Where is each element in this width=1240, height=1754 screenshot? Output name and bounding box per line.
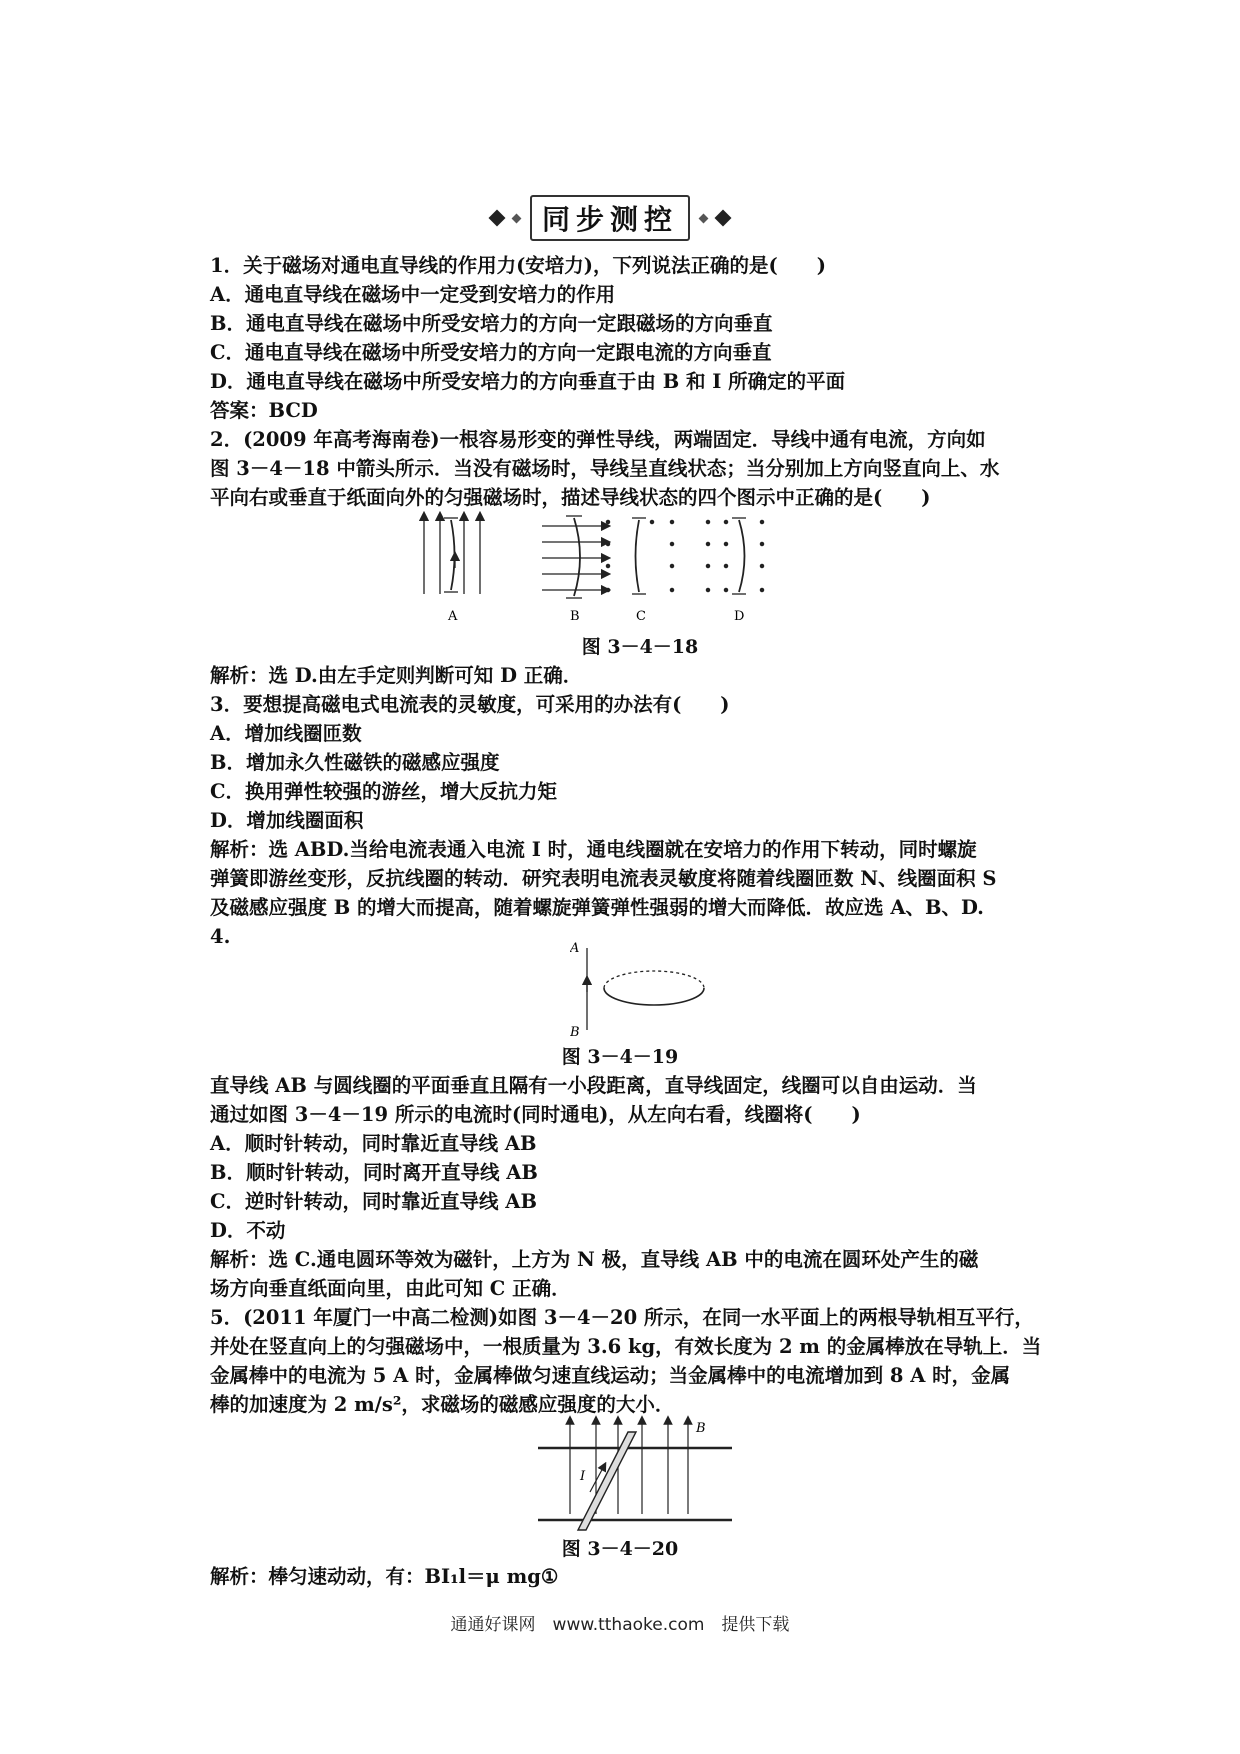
section-title: 同步测控 bbox=[530, 195, 690, 241]
q3-analysis-line: 及磁感应强度 B 的增大而提高，随着螺旋弹簧弹性强弱的增大而降低．故应选 A、B、D. bbox=[210, 896, 984, 919]
q4-stem-line: 直导线 AB 与圆线圈的平面垂直且隔有一小段距离，直导线固定，线圈可以自由运动．当 bbox=[210, 1074, 977, 1097]
q4-number: 4. bbox=[210, 925, 231, 948]
figure-3-4-19 bbox=[570, 940, 730, 1038]
q3-option-b: B．增加永久性磁铁的磁感应强度 bbox=[210, 751, 500, 774]
figure-caption: 图 3－4－20 bbox=[561, 1538, 679, 1560]
q4-option-b: B．顺时针转动，同时离开直导线 AB bbox=[210, 1161, 538, 1184]
q3-stem: 3．要想提高磁电式电流表的灵敏度，可采用的办法有( ) bbox=[210, 693, 730, 716]
q1-option-b: B．通电直导线在磁场中所受安培力的方向一定跟磁场的方向垂直 bbox=[210, 312, 773, 335]
figure-caption: 图 3－4－19 bbox=[561, 1046, 679, 1068]
field-label: B bbox=[696, 1421, 706, 1436]
page-footer: 通通好课网 www.tthaoke.com 提供下载 bbox=[450, 1615, 790, 1635]
panel-a-label: A bbox=[448, 609, 458, 624]
q5-stem-line: 5．(2011 年厦门一中高二检测)如图 3－4－20 所示，在同一水平面上的两根导轨相互平行， bbox=[210, 1306, 1034, 1329]
panel-a-diagram bbox=[424, 516, 480, 594]
q5-stem-line: 棒的加速度为 2 m/s²，求磁场的磁感应强度的大小． bbox=[210, 1393, 675, 1416]
figure-3-4-18 bbox=[410, 508, 870, 626]
panel-d-diagram bbox=[706, 518, 763, 594]
panel-b-label: B bbox=[570, 609, 580, 624]
panel-d-label: D bbox=[734, 609, 745, 624]
q4-stem-line: 通过如图 3－4－19 所示的电流时(同时通电)，从左向右看，线圈将( ) bbox=[210, 1103, 861, 1126]
q1-option-c: C．通电直导线在磁场中所受安培力的方向一定跟电流的方向垂直 bbox=[210, 341, 772, 364]
q4-option-a: A．顺时针转动，同时靠近直导线 AB bbox=[210, 1132, 537, 1155]
figure-caption: 图 3－4－18 bbox=[581, 636, 699, 658]
current-label: I bbox=[580, 1469, 586, 1484]
panel-c-diagram bbox=[606, 518, 673, 594]
q4-option-d: D．不动 bbox=[210, 1219, 286, 1242]
diamond-icon bbox=[488, 210, 505, 227]
q3-option-d: D．增加线圈面积 bbox=[210, 809, 364, 832]
q4-option-c: C．逆时针转动，同时靠近直导线 AB bbox=[210, 1190, 537, 1213]
diamond-icon bbox=[512, 213, 522, 223]
section-header bbox=[430, 196, 790, 240]
q3-option-a: A．增加线圈匝数 bbox=[210, 722, 362, 745]
q3-analysis-line: 解析：选 ABD.当给电流表通入电流 I 时，通电线圈就在安培力的作用下转动，同时螺旋 bbox=[210, 838, 977, 861]
q4-analysis-line: 解析：选 C.通电圆环等效为磁针，上方为 N 极，直导线 AB 中的电流在圆环处产生的磁 bbox=[210, 1248, 979, 1271]
diamond-icon bbox=[715, 210, 732, 227]
q1-option-a: A．通电直导线在磁场中一定受到安培力的作用 bbox=[210, 283, 616, 306]
panel-c-label: C bbox=[636, 609, 646, 624]
q5-stem-line: 金属棒中的电流为 5 A 时，金属棒做匀速直线运动；当金属棒中的电流增加到 8 A 时，金属 bbox=[210, 1364, 1011, 1387]
q1-option-d: D．通电直导线在磁场中所受安培力的方向垂直于由 B 和 I 所确定的平面 bbox=[210, 370, 846, 393]
q1-stem: 1．关于磁场对通电直导线的作用力(安培力)，下列说法正确的是( ) bbox=[210, 254, 826, 277]
q1-answer: 答案：BCD bbox=[210, 399, 318, 422]
diamond-icon bbox=[699, 213, 709, 223]
q2-analysis: 解析：选 D.由左手定则判断可知 D 正确． bbox=[210, 664, 583, 687]
q2-stem-line: 平向右或垂直于纸面向外的匀强磁场时，描述导线状态的四个图示中正确的是( ) bbox=[210, 486, 931, 509]
q3-analysis-line: 弹簧即游丝变形，反抗线圈的转动．研究表明电流表灵敏度将随着线圈匝数 N、线圈面积 S bbox=[210, 867, 997, 890]
q5-analysis: 解析：棒匀速动动，有：BI₁l＝μ mg① bbox=[210, 1565, 559, 1588]
q4-analysis-line: 场方向垂直纸面向里，由此可知 C 正确． bbox=[210, 1277, 571, 1300]
q2-stem-line: 2．(2009 年高考海南卷)一根容易形变的弹性导线，两端固定．导线中通有电流，方向如 bbox=[210, 428, 986, 451]
q5-stem-line: 并处在竖直向上的匀强磁场中，一根质量为 3.6 kg，有效长度为 2 m 的金属棒放在导轨上．当 bbox=[210, 1335, 1042, 1358]
figure-3-4-20 bbox=[530, 1414, 740, 1534]
wire-label-b: B bbox=[570, 1025, 580, 1038]
wire-label-a: A bbox=[570, 941, 580, 956]
q2-stem-line: 图 3－4－18 中箭头所示．当没有磁场时，导线呈直线状态；当分别加上方向竖直向上、水 bbox=[210, 457, 1000, 480]
q3-option-c: C．换用弹性较强的游丝，增大反抗力矩 bbox=[210, 780, 558, 803]
panel-b-diagram bbox=[542, 516, 606, 598]
